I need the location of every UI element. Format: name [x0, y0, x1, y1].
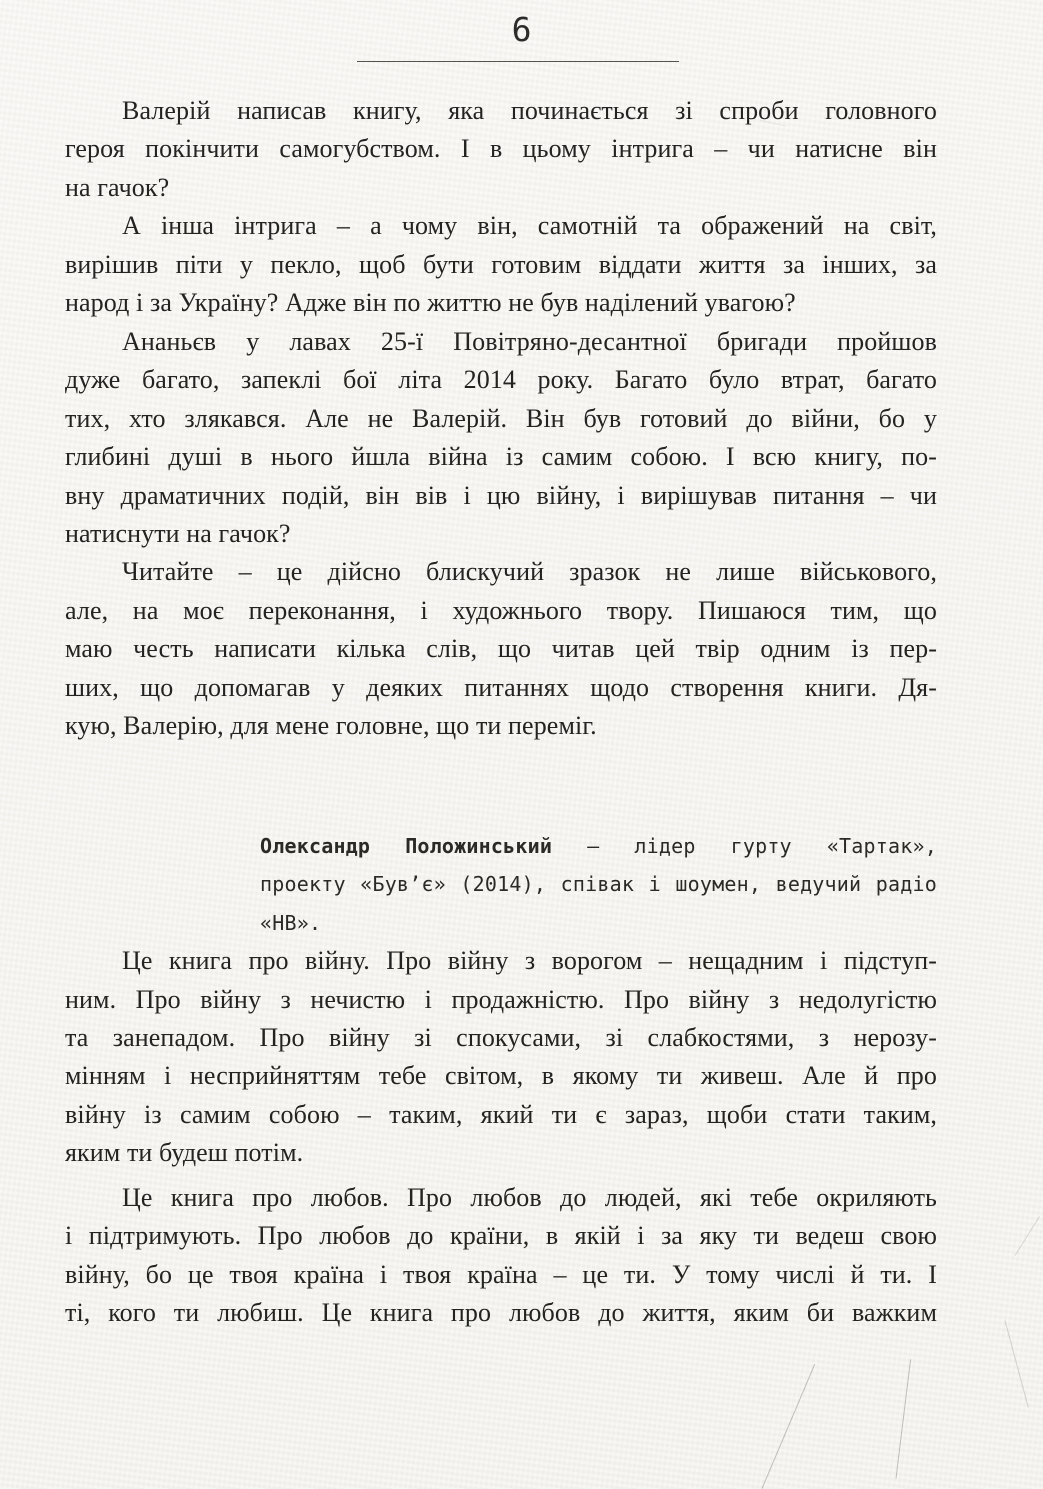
- text-line: ті, кого ти любиш. Це книга про любов до життя, яким би важким: [65, 1298, 937, 1328]
- text-line: війну, бо це твоя країна і твоя країна – це ти. У тому числі й ти. І: [65, 1259, 937, 1289]
- text-line: але, на моє переконання, і художнього твору. Пишаюся тим, що: [65, 595, 937, 625]
- text-line: натиснути на гачок?: [65, 518, 291, 548]
- scan-scratch: [762, 1364, 816, 1489]
- text-line: Це книга про війну. Про війну з ворогом – нещадним і підступ-: [122, 946, 937, 976]
- page-text: [0, 92, 1043, 1333]
- text-line: тих, хто злякався. Але не Валерій. Він був готовий до війни, бо у: [65, 403, 937, 433]
- paragraph: [65, 1179, 937, 1333]
- text-line: вирішив піти у пекло, щоб бути готовим віддати життя за інших, за: [65, 249, 937, 279]
- scan-scratch: [896, 1359, 912, 1478]
- text-line: ним. Про війну з нечистю і продажністю. Про війну з недолугістю: [65, 984, 937, 1014]
- text-line: А інша інтрига – а чому він, самотній та ображений на світ,: [122, 211, 937, 241]
- attribution-name: Олександр Положинський: [260, 833, 553, 858]
- page-number: 6: [511, 10, 532, 49]
- header-rule: [357, 61, 679, 62]
- text-line: Це книга про любов. Про любов до людей, які тебе окриляють: [122, 1182, 937, 1212]
- text-line: вну драматичних подій, він вів і цю війну, і вирішував питання – чи: [65, 480, 937, 510]
- text-line: «НВ».: [260, 910, 322, 935]
- text-line: Читайте – це дійсно блискучий зразок не лише військового,: [122, 557, 937, 587]
- page-header: [0, 0, 1043, 62]
- text-line: [260, 827, 937, 865]
- attribution-role: – лідер гурту «Тартак»,: [552, 833, 937, 858]
- text-line: дуже багато, запеклі бої літа 2014 року. Багато було втрат, багато: [65, 365, 937, 395]
- text-line: маю честь написати кілька слів, що читав цей твір одним із пер-: [65, 634, 937, 664]
- text-line: Валерій написав книгу, яка починається зі спроби головного: [122, 96, 937, 125]
- text-line: глибині душі в нього йшла війна із самим собою. І всю книгу, по-: [65, 442, 937, 472]
- text-line: проекту «Був’є» (2014), співак і шоумен, ведучий радіо: [260, 872, 937, 897]
- paragraph: [65, 92, 937, 207]
- paragraph: [65, 323, 937, 554]
- text-line: героя покінчити самогубством. І в цьому інтрига – чи натисне він: [65, 134, 937, 164]
- attribution-block: [260, 827, 937, 942]
- paragraph: [65, 207, 937, 322]
- text-line: на гачок?: [65, 172, 170, 202]
- text-line: яким ти будеш потім.: [65, 1138, 304, 1168]
- text-line: ших, що допомагав у деяких питаннях щодо створення книги. Дя-: [65, 672, 937, 702]
- text-line: і підтримують. Про любов до країни, в якій і за яку ти ведеш свою: [65, 1221, 937, 1251]
- text-line: мінням і несприйняттям тебе світом, в якому ти живеш. Але й про: [65, 1061, 937, 1091]
- text-line: кую, Валерію, для мене головне, що ти переміг.: [65, 711, 597, 741]
- paragraph: [65, 553, 937, 745]
- text-line: та занепадом. Про війну зі спокусами, зі слабкостями, з нерозу-: [65, 1022, 937, 1052]
- scan-scratch: [1005, 1320, 1029, 1407]
- text-line: народ і за Україну? Адже він по життю не був наділений увагою?: [65, 288, 796, 318]
- text-line: Ананьєв у лавах 25-ї Повітряно-десантної бригади пройшов: [122, 326, 937, 356]
- paragraph: [65, 942, 937, 1173]
- text-line: війну із самим собою – таким, який ти є зараз, щоби стати таким,: [65, 1099, 937, 1129]
